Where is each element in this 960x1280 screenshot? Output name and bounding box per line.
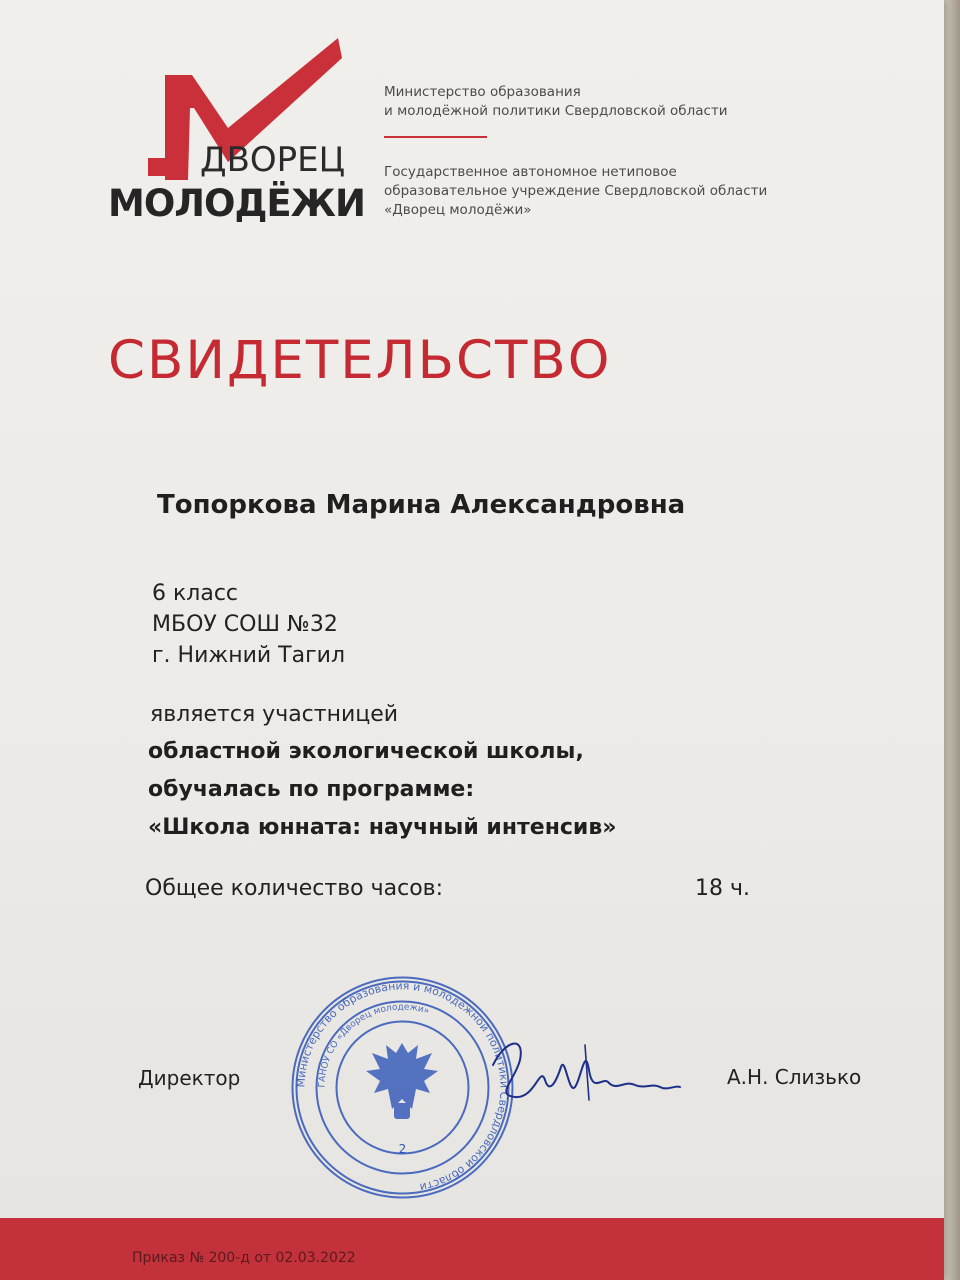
recipient-name: Топоркова Марина Александровна <box>157 490 686 520</box>
recipient-city: г. Нижний Тагил <box>152 643 346 668</box>
footer-band <box>0 1218 944 1280</box>
ministry-line-1: Министерство образования <box>384 84 581 100</box>
program-line-2: обучалась по программе: <box>148 777 475 802</box>
hours-label: Общее количество часов: <box>145 876 444 901</box>
certificate-title: СВИДЕТЕЛЬСТВО <box>108 330 612 391</box>
hours-value: 18 ч. <box>695 876 750 901</box>
institution-line-2: образовательное учреждение Свердловской области <box>384 183 768 199</box>
program-line-1: областной экологической школы, <box>148 739 584 764</box>
program-description <box>148 733 616 847</box>
institution-line-3: «Дворец молодёжи» <box>384 202 532 218</box>
logo-word-molodezhi: МОЛОДЁЖИ <box>108 182 365 225</box>
institution-line-1: Государственное автономное нетиповое <box>384 164 677 180</box>
svg-text:Министерство образования и мол: Министерство образования и молодежной политики Свердловской области <box>294 979 511 1194</box>
director-signature <box>485 1025 695 1115</box>
recipient-grade: 6 класс <box>152 581 239 606</box>
director-title: Директор <box>138 1066 241 1090</box>
logo-word-dvorets: ДВОРЕЦ <box>200 140 346 180</box>
participation-status: является участницей <box>150 702 399 727</box>
institution-name <box>384 163 767 220</box>
official-stamp <box>290 975 515 1200</box>
eagle-emblem-icon <box>366 1043 438 1119</box>
program-title: «Школа юнната: научный интенсив» <box>148 815 617 840</box>
svg-text:2: 2 <box>398 1142 407 1156</box>
recipient-details <box>152 578 345 671</box>
svg-text:ГАНОУ СО «Дворец молодежи»: ГАНОУ СО «Дворец молодежи» <box>317 1002 431 1088</box>
ministry-line-2: и молодёжной политики Свердловской области <box>384 103 728 119</box>
ministry-name <box>384 83 728 121</box>
header-divider <box>384 136 487 138</box>
director-name: А.Н. Слизько <box>727 1065 862 1089</box>
recipient-school: МБОУ СОШ №32 <box>152 612 338 637</box>
order-reference: Приказ № 200-д от 02.03.2022 <box>132 1250 356 1266</box>
